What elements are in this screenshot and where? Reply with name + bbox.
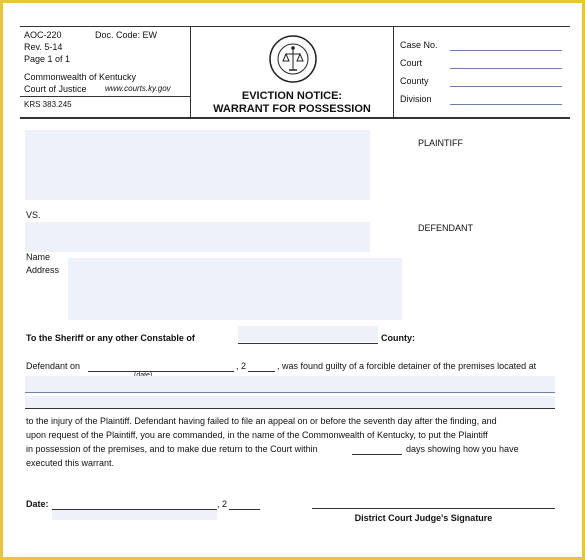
address-label: Address bbox=[26, 265, 60, 275]
vs-label: VS. bbox=[26, 210, 41, 220]
issue-date-shade bbox=[52, 510, 217, 520]
county-label: County bbox=[400, 76, 429, 86]
case-no-label: Case No. bbox=[400, 40, 438, 50]
date-label: Date: bbox=[26, 499, 49, 509]
paragraph-line-1: to the injury of the Plaintiff. Defendant having failed to file an appeal on or before the seventh day after the finding, and bbox=[26, 416, 497, 426]
sheriff-county-field[interactable] bbox=[238, 326, 378, 342]
court-label: Court bbox=[400, 58, 423, 68]
return-days-field[interactable] bbox=[352, 454, 402, 455]
guilty-text: , was found guilty of a forcible detainer of the premises located at bbox=[277, 361, 537, 371]
kentucky-seal-icon bbox=[268, 34, 318, 84]
title-line-1: EVICTION NOTICE: bbox=[241, 90, 343, 102]
form-number: AOC-220 bbox=[24, 30, 62, 40]
name-label: Name bbox=[26, 252, 51, 262]
finding-year-field[interactable] bbox=[248, 371, 275, 372]
paragraph-line-4: executed this warrant. bbox=[26, 458, 115, 468]
signature-label: District Court Judge's Signature bbox=[354, 513, 493, 523]
paragraph-line-3b: days showing how you have bbox=[406, 444, 519, 454]
header-bottom-rule bbox=[20, 117, 570, 119]
division-field[interactable] bbox=[450, 104, 562, 105]
case-no-field[interactable] bbox=[450, 50, 562, 51]
statute-ref: KRS 383.245 bbox=[24, 100, 72, 109]
premises-field-1[interactable] bbox=[25, 376, 555, 392]
defendant-on-label: Defendant on bbox=[26, 361, 81, 371]
judge-signature-field[interactable] bbox=[312, 508, 555, 509]
court-of-justice-label: Court of Justice bbox=[24, 84, 87, 94]
title-line-2: WARRANT FOR POSSESSION bbox=[213, 103, 371, 115]
plaintiff-field[interactable] bbox=[25, 130, 370, 200]
revision: Rev. 5-14 bbox=[24, 42, 63, 52]
name-address-field[interactable] bbox=[68, 258, 402, 320]
issue-year-field[interactable] bbox=[229, 509, 260, 510]
finding-year-prefix: , 2 bbox=[236, 361, 247, 371]
division-label: Division bbox=[400, 94, 432, 104]
header-statute-rule bbox=[20, 96, 190, 97]
county-field[interactable] bbox=[450, 86, 562, 87]
court-field[interactable] bbox=[450, 68, 562, 69]
page-count: Page 1 of 1 bbox=[24, 54, 71, 64]
premises-line-1 bbox=[25, 392, 555, 393]
defendant-label: DEFENDANT bbox=[418, 223, 474, 233]
header-top-rule bbox=[20, 26, 570, 27]
commonwealth-label: Commonwealth of Kentucky bbox=[24, 72, 137, 82]
sheriff-suffix: County: bbox=[381, 333, 415, 343]
premises-field-2[interactable] bbox=[25, 396, 555, 408]
plaintiff-label: PLAINTIFF bbox=[418, 138, 464, 148]
paragraph-line-2: upon request of the Plaintiff, you are commanded, in the name of the Commonwealth of Kentucky, to put the Plaintiff bbox=[26, 430, 488, 440]
website-link[interactable]: www.courts.ky.gov bbox=[105, 84, 171, 93]
premises-line-2 bbox=[25, 408, 555, 409]
issue-date-field[interactable] bbox=[52, 509, 217, 510]
issue-year-prefix: , 2 bbox=[217, 499, 228, 509]
sheriff-county-line bbox=[238, 343, 378, 344]
paragraph-line-3a: in possession of the premises, and to make due return to the Court within bbox=[26, 444, 318, 454]
defendant-field[interactable] bbox=[25, 222, 370, 252]
sheriff-prefix: To the Sheriff or any other Constable of bbox=[26, 333, 195, 343]
doc-code: Doc. Code: EW bbox=[95, 30, 158, 40]
finding-date-field[interactable] bbox=[88, 371, 234, 372]
